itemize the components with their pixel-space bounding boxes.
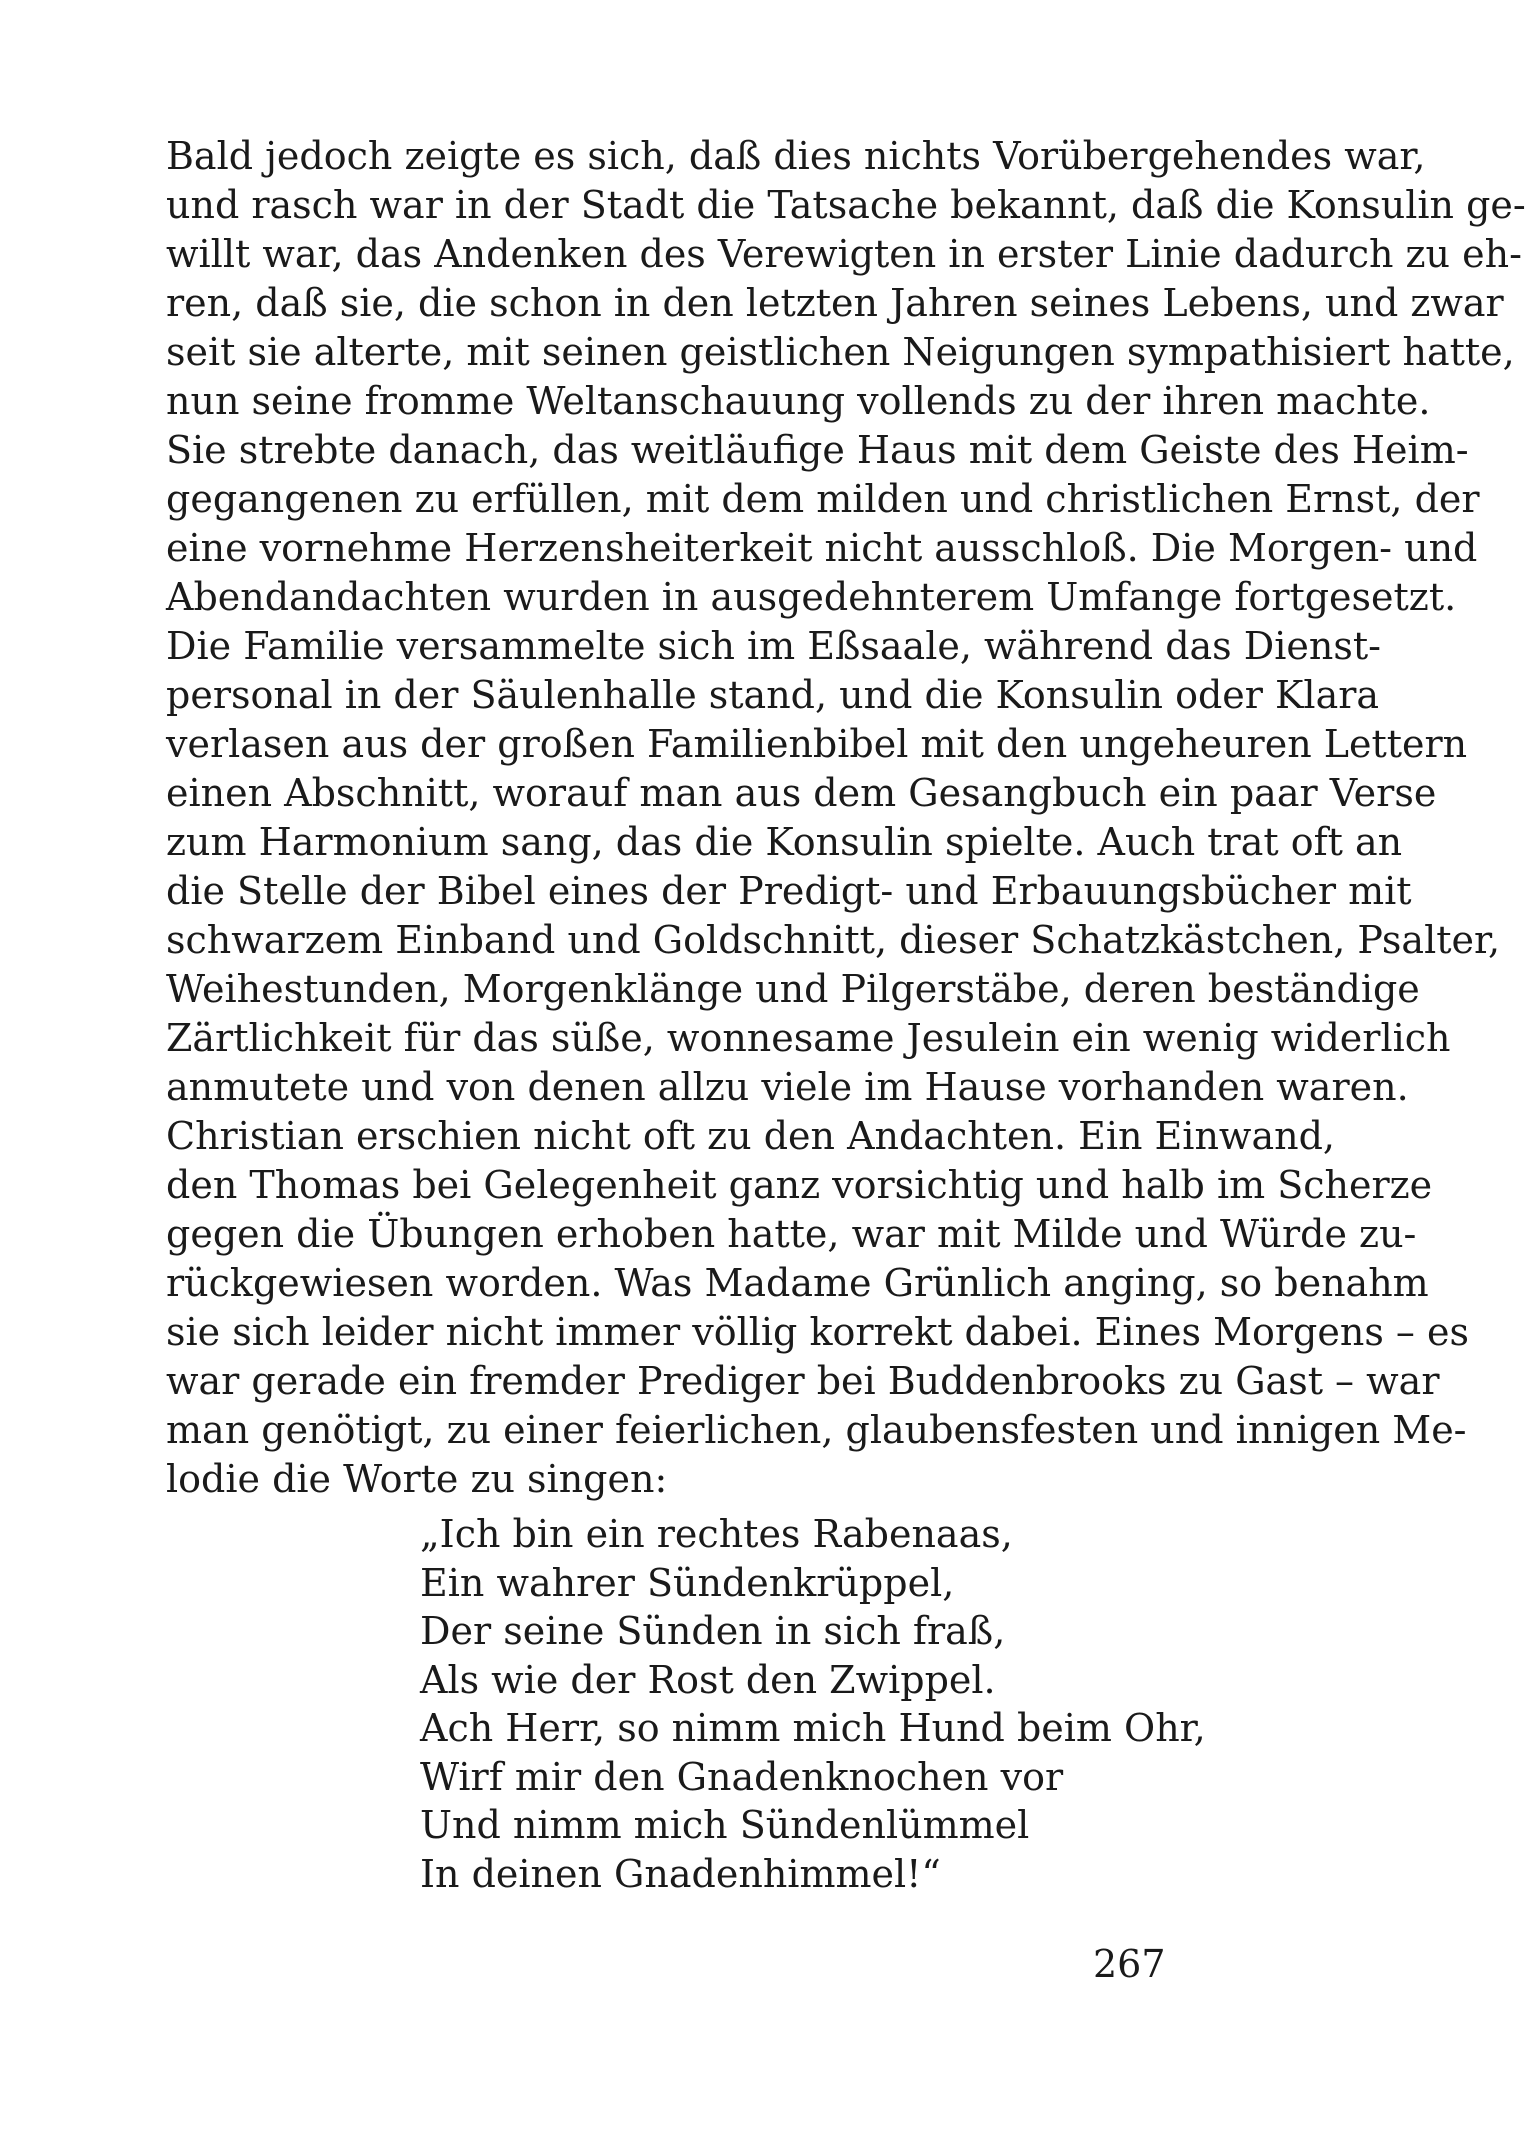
text-line: seit sie alterte, mit seinen geistlichen Neigungen sympathisiert hatte, xyxy=(166,330,1515,374)
text-line: gegangenen zu erfüllen, mit dem milden und christlichen Ernst, der xyxy=(166,477,1480,521)
text-line: einen Abschnitt, worauf man aus dem Gesangbuch ein paar Verse xyxy=(166,771,1437,815)
text-line: Sie strebte danach, das weitläufige Haus mit dem Geiste des Heim- xyxy=(166,428,1469,472)
verse-line: „Ich bin ein rechtes Rabenaas, xyxy=(420,1512,1013,1556)
verse-line: Ach Herr, so nimm mich Hund beim Ohr, xyxy=(420,1706,1206,1750)
text-line: Zärtlichkeit für das süße, wonnesame Jesulein ein wenig widerlich xyxy=(166,1016,1451,1060)
text-line: sie sich leider nicht immer völlig korrekt dabei. Eines Morgens – es xyxy=(166,1310,1469,1354)
verse-line: Der seine Sünden in sich fraß, xyxy=(420,1609,1006,1653)
text-line: willt war, das Andenken des Verewigten in erster Linie dadurch zu eh- xyxy=(166,232,1522,276)
verse-line: Ein wahrer Sündenkrüppel, xyxy=(420,1560,955,1605)
text-line: gegen die Übungen erhoben hatte, war mit Milde und Würde zu- xyxy=(166,1212,1417,1256)
verse-line: Wirf mir den Gnadenknochen vor xyxy=(420,1754,1064,1799)
text-line: schwarzem Einband und Goldschnitt, dieser Schatzkästchen, Psalter, xyxy=(166,918,1501,962)
body-text xyxy=(166,132,1526,1504)
text-line: ren, daß sie, die schon in den letzten Jahren seines Lebens, und zwar xyxy=(166,281,1504,325)
text-line: personal in der Säulenhalle stand, und die Konsulin oder Klara xyxy=(166,673,1380,717)
verse-line: In deinen Gnadenhimmel!“ xyxy=(420,1851,941,1896)
text-line: Christian erschien nicht oft zu den Andachten. Ein Einwand, xyxy=(166,1114,1335,1158)
hymn-verse xyxy=(420,1510,1206,1898)
text-line: man genötigt, zu einer feierlichen, glaubensfesten und innigen Me- xyxy=(166,1408,1467,1452)
text-line: zum Harmonium sang, das die Konsulin spielte. Auch trat oft an xyxy=(166,820,1403,864)
text-line: rückgewiesen worden. Was Madame Grünlich anging, so benahm xyxy=(166,1261,1429,1305)
text-line: verlasen aus der großen Familienbibel mit den ungeheuren Lettern xyxy=(166,722,1468,766)
text-line: war gerade ein fremder Prediger bei Buddenbrooks zu Gast – war xyxy=(166,1359,1440,1403)
page-number: 267 xyxy=(1093,1942,1166,1986)
text-line: Weihestunden, Morgenklänge und Pilgerstäbe, deren beständige xyxy=(166,967,1420,1011)
verse-line: Als wie der Rost den Zwippel. xyxy=(420,1657,996,1702)
text-line: Bald jedoch zeigte es sich, daß dies nichts Vorübergehendes war, xyxy=(166,134,1426,178)
text-line: Die Familie versammelte sich im Eßsaale, während das Dienst- xyxy=(166,624,1381,668)
text-line: nun seine fromme Weltanschauung vollends zu der ihren machte. xyxy=(166,379,1431,423)
text-line: anmutete und von denen allzu viele im Hause vorhanden waren. xyxy=(166,1065,1409,1109)
text-line: die Stelle der Bibel eines der Predigt- und Erbauungsbücher mit xyxy=(166,869,1412,913)
text-line: den Thomas bei Gelegenheit ganz vorsichtig und halb im Scherze xyxy=(166,1163,1433,1207)
text-line: Abendandachten wurden in ausgedehnterem Umfange fortgesetzt. xyxy=(166,575,1457,619)
text-line: eine vornehme Herzensheiterkeit nicht ausschloß. Die Morgen- und xyxy=(166,526,1478,570)
text-line: lodie die Worte zu singen: xyxy=(166,1457,668,1501)
verse-line: Und nimm mich Sündenlümmel xyxy=(420,1803,1030,1847)
text-line: und rasch war in der Stadt die Tatsache bekannt, daß die Konsulin ge- xyxy=(166,183,1526,227)
